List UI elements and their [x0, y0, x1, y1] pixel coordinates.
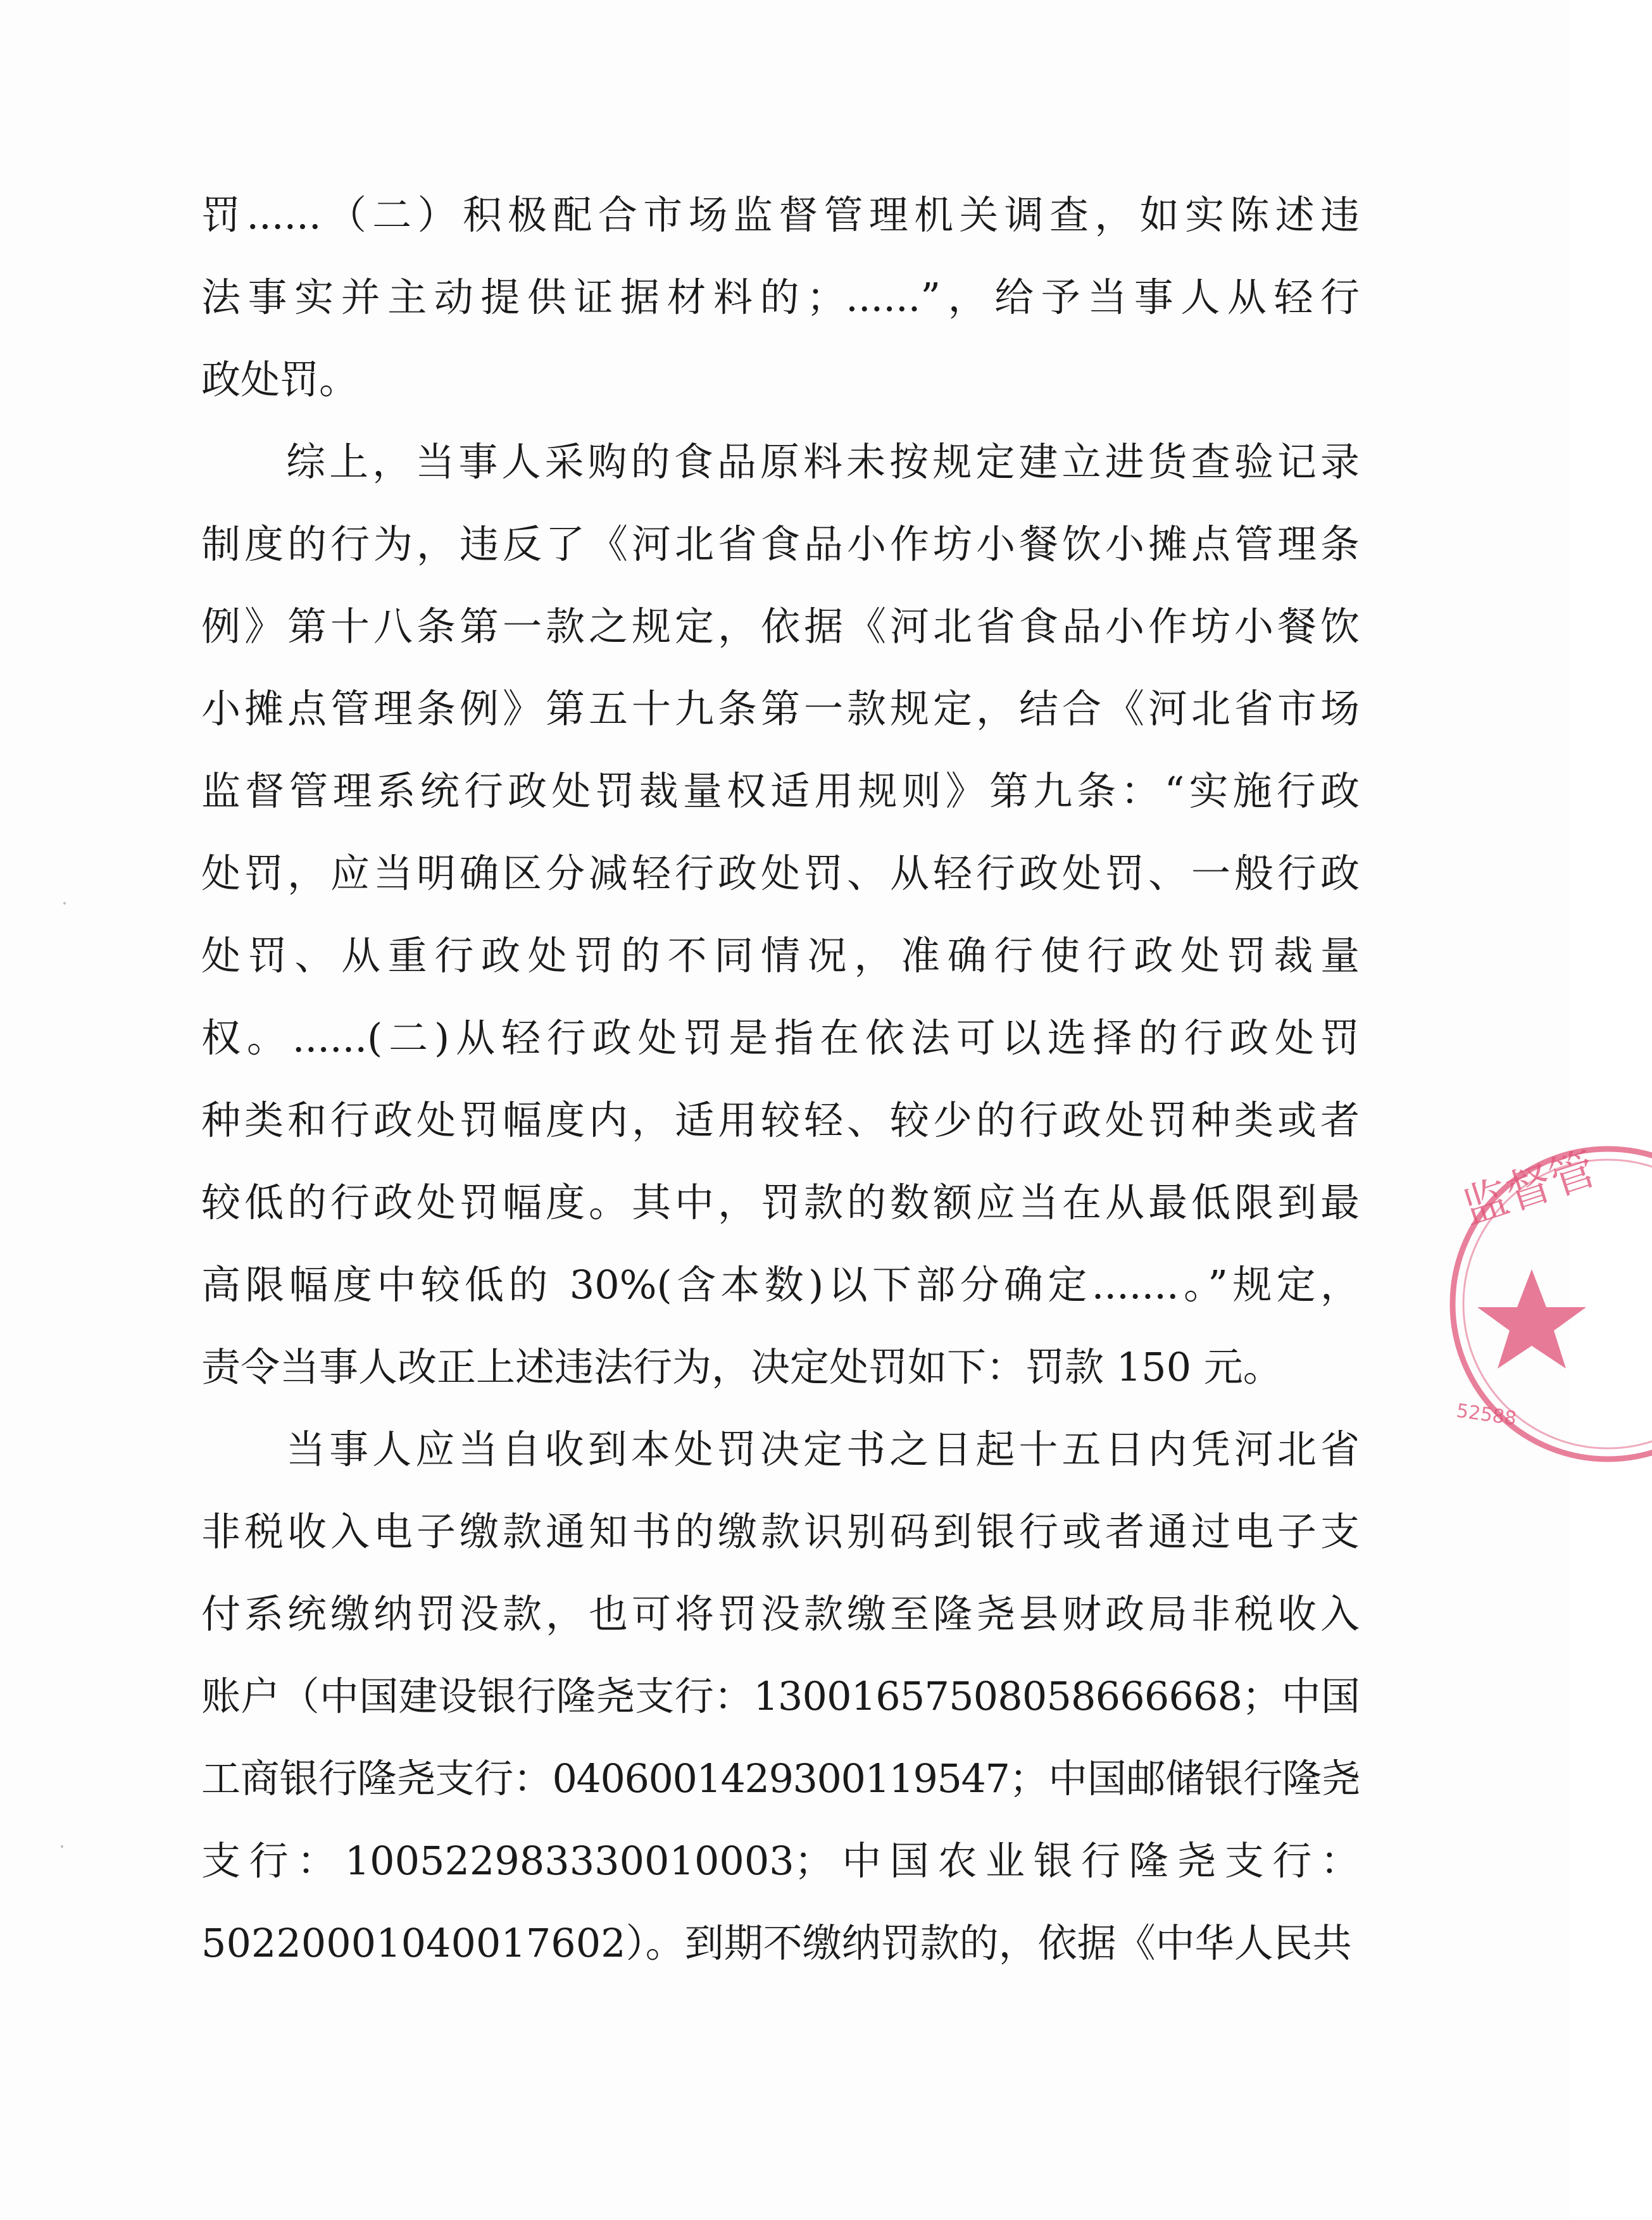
bank-account-line-3: 支行：100522983330010003；中国农业银行隆尧支行：	[201, 1838, 1360, 1884]
official-seal-stamp	[1437, 1133, 1652, 1475]
text-line-2: 法事实并主动提供证据材料的；......”，给予当事人从轻行	[201, 274, 1360, 320]
scan-speck	[61, 1845, 63, 1848]
text-line-22: 50220001040017602）。到期不缴纳罚款的，依据《中华人民共	[201, 1920, 1352, 1966]
text-line-3: 政处罚。	[201, 356, 359, 403]
text-line-7: 小摊点管理条例》第五十九条第一款规定，结合《河北省市场	[201, 686, 1360, 732]
text-line-17: 非税收入电子缴款通知书的缴款识别码到银行或者通过电子支	[201, 1508, 1360, 1555]
bank-account-line-2: 工商银行隆尧支行：0406001429300119547；中国邮储银行隆尧	[201, 1755, 1360, 1802]
text-line-13: 较低的行政处罚幅度。其中，罚款的数额应当在从最低限到最	[201, 1179, 1360, 1226]
text-line-12: 种类和行政处罚幅度内，适用较轻、较少的行政处罚种类或者	[201, 1097, 1360, 1143]
seal-serial-digits: 52588	[1455, 1400, 1518, 1431]
text-line-18: 付系统缴纳罚没款，也可将罚没款缴至隆尧县财政局非税收入	[201, 1591, 1360, 1637]
seal-text: 监督管	[1455, 1141, 1603, 1235]
paragraph-start-summary: 综上，当事人采购的食品原料未按规定建立进货查验记录	[286, 439, 1360, 485]
text-line-10: 处罚、从重行政处罚的不同情况，准确行使行政处罚裁量	[201, 932, 1360, 979]
text-line-1: 罚......（二）积极配合市场监督管理机关调查，如实陈述违	[201, 192, 1360, 238]
bank-account-line-1: 账户（中国建设银行隆尧支行：13001657508058666668；中国	[201, 1673, 1360, 1719]
paragraph-start-payment: 当事人应当自收到本处罚决定书之日起十五日内凭河北省	[286, 1426, 1360, 1472]
text-line-11: 权。......(二)从轻行政处罚是指在依法可以选择的行政处罚	[201, 1015, 1360, 1061]
penalty-decision-line: 责令当事人改正上述违法行为，决定处罚如下：罚款 150 元。	[201, 1344, 1282, 1390]
seal-star-icon	[1477, 1269, 1586, 1369]
text-line-8: 监督管理系统行政处罚裁量权适用规则》第九条：“实施行政	[201, 768, 1360, 814]
scan-speck	[63, 902, 66, 905]
text-line-14: 高限幅度中较低的 30%(含本数)以下部分确定.......。”规定，	[201, 1262, 1360, 1308]
text-line-6: 例》第十八条第一款之规定，依据《河北省食品小作坊小餐饮	[201, 603, 1360, 649]
text-line-9: 处罚，应当明确区分减轻行政处罚、从轻行政处罚、一般行政	[201, 850, 1360, 896]
text-line-5: 制度的行为，违反了《河北省食品小作坊小餐饮小摊点管理条	[201, 521, 1360, 567]
